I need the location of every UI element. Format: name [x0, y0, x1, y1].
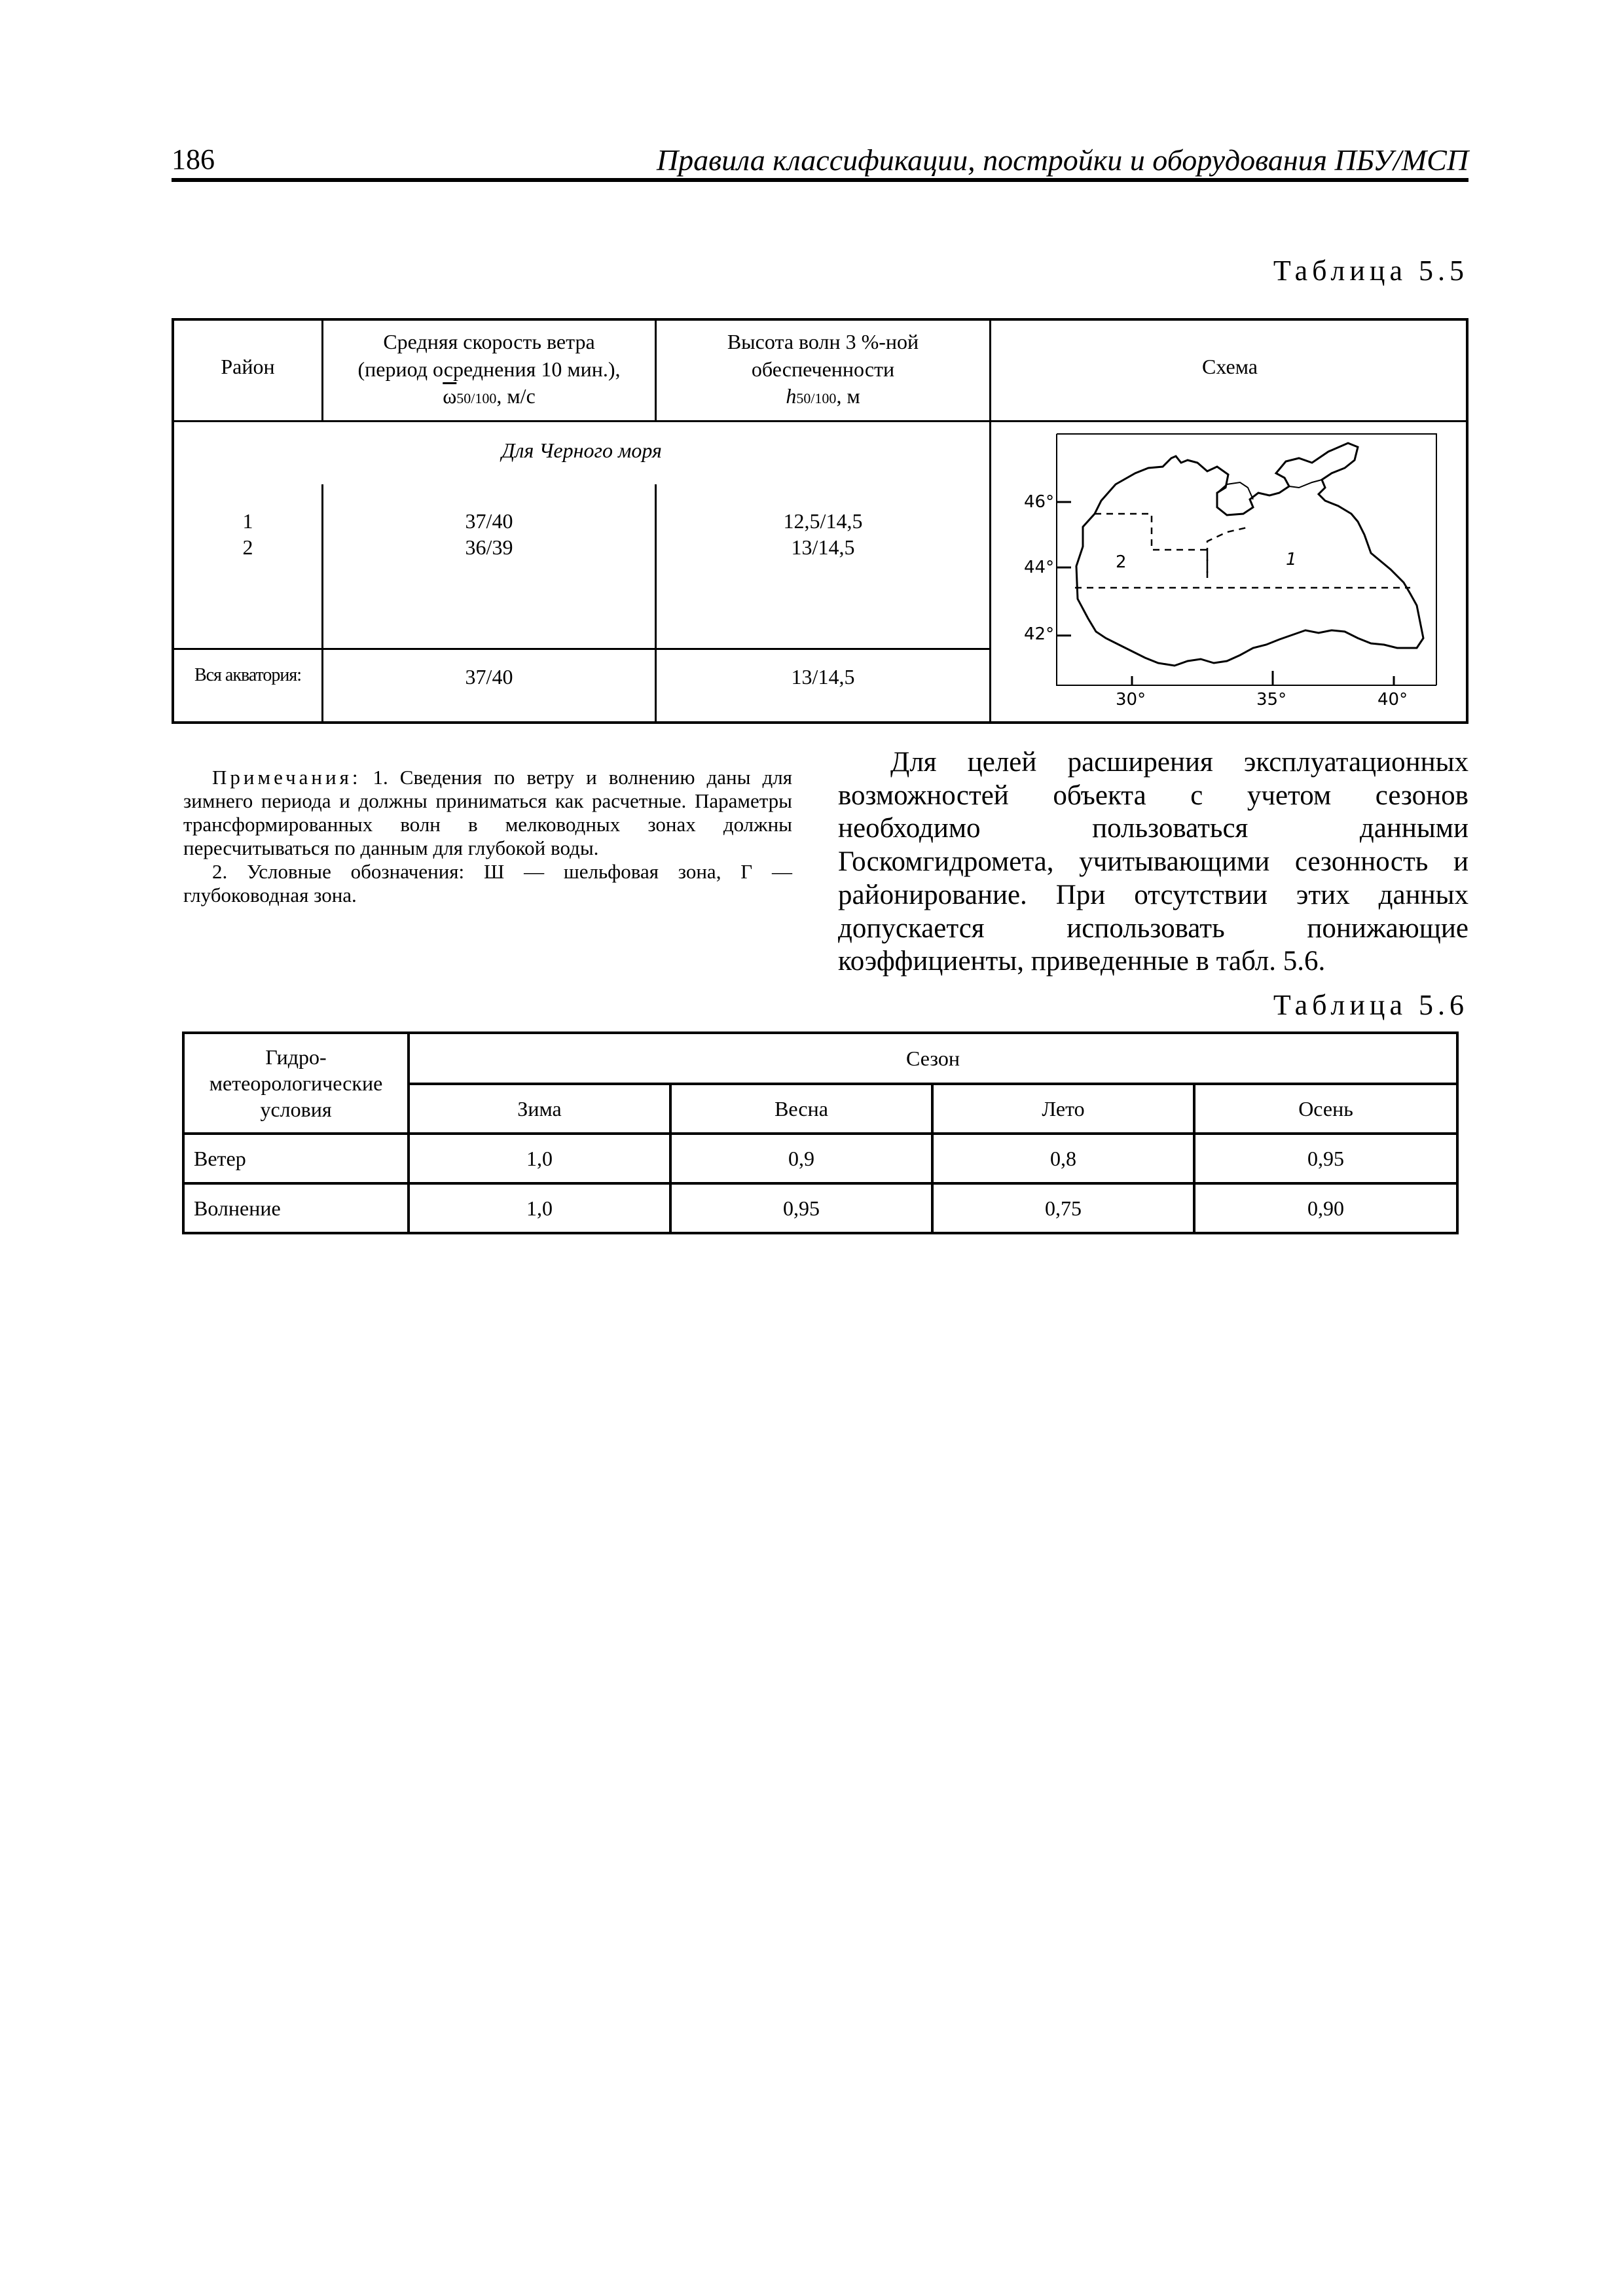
table-cell: 0,9	[670, 1134, 932, 1183]
row-1-district: 1	[242, 509, 253, 533]
table-cell: 0,95	[670, 1183, 932, 1233]
lat-44-label: 44°	[1024, 558, 1055, 577]
row-label: Волнение	[183, 1183, 409, 1233]
body-paragraph: Для целей расширения эксплуатационных возможностей объекта с учетом сезонов необходимо пользоваться данными Госкомгидромета, учитывающими сезонность и районирование. При отсутствии этих данных допускается использовать понижающие коэффициенты, приведенные в табл. 5.6.	[838, 747, 1468, 977]
note-2: 2. Условные обозначения: Ш — шельфовая зона, Г — глубоководная зона.	[183, 859, 792, 906]
header-season: Сезон	[409, 1033, 1457, 1084]
wind-unit: , м/с	[496, 384, 536, 408]
notes-title: Примечания:	[212, 766, 361, 789]
table-cell: 1,0	[409, 1134, 670, 1183]
table-cell: 0,90	[1194, 1183, 1457, 1233]
table-cell: 0,75	[932, 1183, 1194, 1233]
page-number: 186	[172, 143, 215, 175]
table-row	[183, 1183, 1457, 1233]
header-wave-unit	[657, 383, 989, 410]
header-rule	[172, 178, 1468, 182]
wind-symbol: $\overline{\omega}$	[443, 384, 457, 408]
table-notes	[183, 766, 792, 907]
lon-40-label: 40°	[1377, 690, 1408, 709]
row-1-wind: 37/40	[465, 509, 513, 533]
lon-35-label: 35°	[1256, 690, 1287, 709]
header-winter: Зима	[409, 1084, 670, 1134]
row-1-wave: 12,5/14,5	[783, 509, 863, 533]
note-1	[183, 766, 792, 860]
row-2-district: 2	[242, 535, 253, 559]
wave-subscript: 50/100	[796, 390, 837, 407]
table-5-6-caption: Таблица 5.6	[1273, 989, 1468, 1021]
header-spring: Весна	[670, 1084, 932, 1134]
wave-unit: , м	[836, 384, 860, 408]
table-row	[183, 1134, 1457, 1183]
black-sea-map	[991, 422, 1468, 723]
header-wind	[323, 329, 655, 410]
total-district: Вся акватория:	[194, 665, 302, 685]
table-cell: 0,8	[932, 1134, 1194, 1183]
note-1-text: 1. Сведения по ветру и волнению даны для зимнего периода и должны приниматься как расчетные. Параметры трансформированных волн в мелководных зонах должны пересчитываться по данным для глубокой воды.	[183, 766, 792, 859]
lat-46-label: 46°	[1024, 492, 1055, 512]
table-5-5	[172, 318, 1468, 724]
header-wave-line1: Высота волн 3 %-ной	[727, 330, 919, 353]
header-summer: Лето	[932, 1084, 1194, 1134]
lat-42-label: 42°	[1024, 624, 1055, 644]
wave-symbol: h	[786, 384, 797, 408]
wind-subscript: 50/100	[456, 390, 497, 407]
zone-1-label: 1	[1286, 550, 1297, 569]
header-wave	[657, 329, 989, 410]
header-wind-unit	[323, 383, 655, 410]
header-conditions: Гидро-метеорологические условия	[183, 1033, 409, 1134]
table-5-5-caption: Таблица 5.5	[1273, 255, 1468, 287]
table-5-6	[182, 1031, 1459, 1234]
header-autumn: Осень	[1194, 1084, 1457, 1134]
row-label: Ветер	[183, 1134, 409, 1183]
table-cell: 1,0	[409, 1183, 670, 1233]
lon-30-label: 30°	[1116, 690, 1146, 709]
row-2-wind: 36/39	[465, 535, 513, 559]
total-wind: 37/40	[465, 665, 513, 689]
header-wind-line2: (период осреднения 10 мин.),	[357, 357, 621, 381]
header-scheme: Схема	[1202, 355, 1258, 378]
row-2-wave: 13/14,5	[791, 535, 855, 559]
header-wind-line1: Средняя скорость ветра	[383, 330, 595, 353]
table-cell: 0,95	[1194, 1134, 1457, 1183]
section-title: Для Черного моря	[501, 439, 662, 462]
table-rule	[174, 648, 989, 650]
total-wave: 13/14,5	[791, 665, 855, 689]
table-header-row	[183, 1033, 1457, 1084]
zone-2-label: 2	[1116, 552, 1127, 572]
running-title: Правила классификации, постройки и оборудования ПБУ/МСП	[656, 143, 1468, 177]
header-wave-line2: обеспеченности	[751, 357, 895, 381]
header-district: Район	[221, 355, 275, 378]
